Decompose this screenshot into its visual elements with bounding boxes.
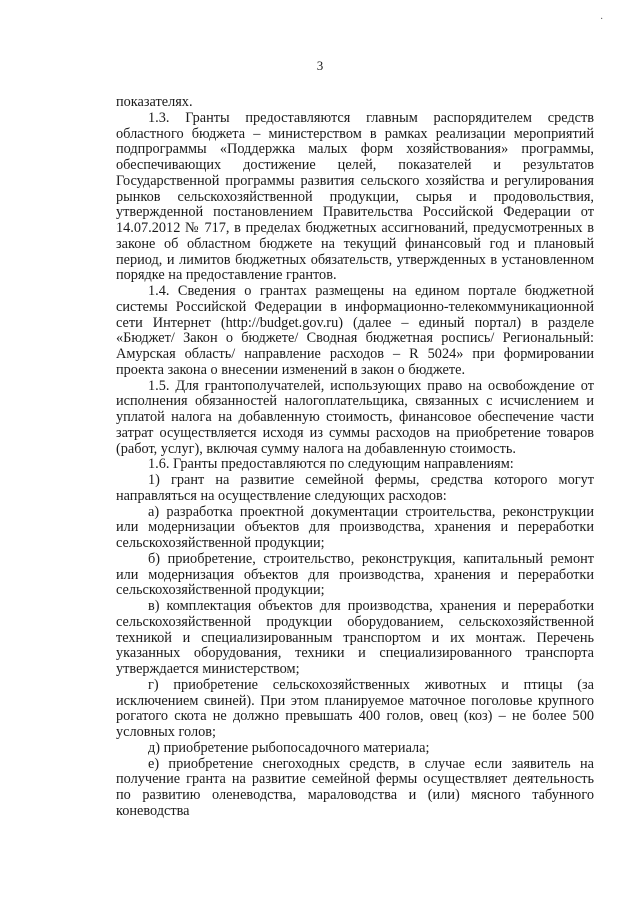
document-body — [116, 95, 594, 820]
list-item-e: е) приобретение снегоходных средств, в случае если заявитель на получение гранта на развитие семейной фермы осуществляет деятельность по развитию оленеводства, мараловодства и (или) мясного табунного коневодства — [116, 755, 594, 819]
list-item-g: г) приобретение сельскохозяйственных животных и птицы (за исключением свиней). При этом планируемое маточное поголовье крупного рогатого скота не должно превышать 400 голов, овец (коз) – не более 500 условных голов; — [116, 676, 594, 740]
page-number: 3 — [316, 58, 324, 73]
corner-mark: · — [600, 14, 604, 25]
paragraph-1-5: 1.5. Для грантополучателей, использующих право на освобождение от исполнения обязанностей налогоплательщика, связанных с исчислением и уплатой налога на добавленную стоимость, финансовое обеспечение части затрат осуществляется исходя из суммы расходов на приобретение товаров (работ, услуг), включая сумму налога на добавленную стоимость. — [116, 377, 594, 457]
list-item-d: д) приобретение рыбопосадочного материала; — [148, 739, 430, 756]
paragraph-1-4: 1.4. Сведения о грантах размещены на едином портале бюджетной системы Российской Федерации в информационно-телекоммуникационной сети Интернет (http://budget.gov.ru) (далее – единый портал) в разделе «Бюджет/ Закон о бюджете/ Сводная бюджетная роспись/ Региональный: Амурская область/ направление расходов – R 5024» при формировании проекта закона о внесении изменений в закон о бюджете. — [116, 283, 594, 378]
paragraph-continuation: показателях. — [116, 94, 193, 110]
list-item-b: б) приобретение, строительство, реконструкция, капитальный ремонт или модернизация объектов для производства, хранения и переработки сельскохозяйственной продукции; — [116, 550, 594, 599]
paragraph-1-3: 1.3. Гранты предоставляются главным распорядителем средств областного бюджета – министерством в рамках реализации мероприятий подпрограммы «Поддержка малых форм хозяйствования» программы, обеспечивающих достижение целей, показателей и результатов Государственной программы развития сельского хозяйства и регулирования рынков сельскохозяйственной продукции, сырья и продовольствия, утвержденной постановлением Правительства Российской Федерации от 14.07.2012 № 717, в пределах бюджетных ассигнований, предусмотренных в законе об областном бюджете на текущий финансовый год и плановый период, и лимитов бюджетных обязательств, утвержденных в установленном порядке на предоставление грантов. — [116, 109, 594, 284]
list-item-1: 1) грант на развитие семейной фермы, средства которого могут направляться на осуществление следующих расходов: — [116, 472, 594, 504]
list-item-a: а) разработка проектной документации строительства, реконструкции или модернизации объектов для производства, хранения и переработки сельскохозяйственной продукции; — [116, 503, 594, 551]
paragraph-1-6: 1.6. Гранты предоставляются по следующим направлениям: — [148, 456, 514, 473]
list-item-v: в) комплектация объектов для производства, хранения и переработки сельскохозяйственной продукции оборудованием, сельскохозяйственной техникой и специализированным транспортом и их монтаж. Перечень указанных оборудования, техники и специализированного транспорта утверждается министерством; — [116, 598, 594, 677]
